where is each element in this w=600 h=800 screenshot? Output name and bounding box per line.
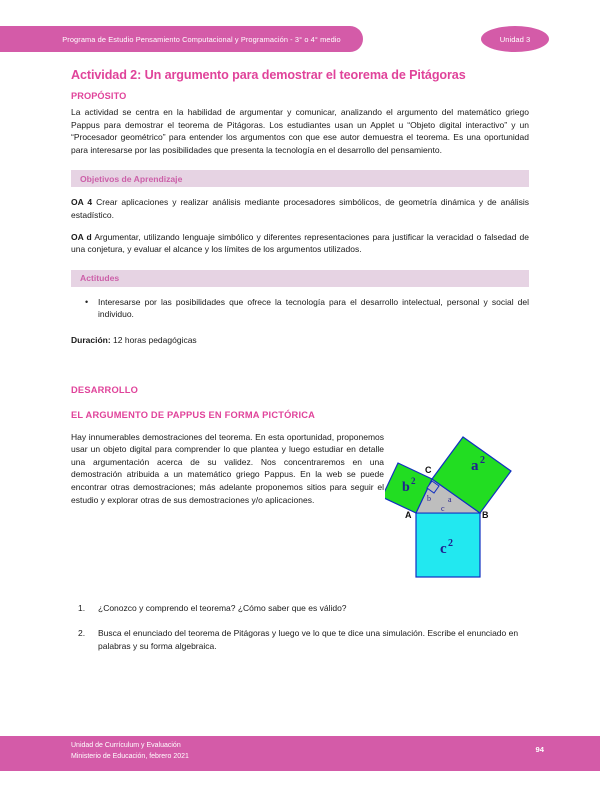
header-banner-text: Programa de Estudio Pensamiento Computacional y Programación - 3° o 4° medio [62, 34, 341, 44]
objective-item [71, 231, 529, 256]
list-item: • Interesarse por las posibilidades que ofrece la tecnología para el desarrollo intelectual, personal y social del individuo. [98, 296, 529, 321]
footer-line-2: Ministerio de Educación, febrero 2021 [71, 752, 189, 760]
development-paragraph: Hay innumerables demostraciones del teorema. En esta oportunidad, proponemos usar un objeto digital para comprender lo que plantea y luego estudiar en detalle una argumentación acerca de su validez. Nos concentraremos en una demostración atribuida a un matemático griego Pappus. En la web se puede encontrar otras demostraciones; más adelante proponemos sitios para seguir el estudio y explorar otras de sus demostraciones y/o aplicaciones. [71, 431, 384, 505]
objective-code: OA d [71, 231, 92, 242]
purpose-paragraph: La actividad se centra en la habilidad de argumentar y comunicar, analizando el argumento del matemático griego Pappus para demostrar el teorema de Pitágoras. Los estudiantes usan un Applet u “Objeto digital interactivo” y un “Procesador geométrico” para entender los argumentos con que ese autor demuestra el teorema. Es una oportunidad para interesarse por las posibilidades que presenta la tecnología en el desarrollo del pensamiento. [71, 107, 529, 155]
pythagorean-theorem-diagram [385, 425, 537, 579]
footer-text [71, 741, 189, 762]
footer-line-1: Unidad de Currículum y Evaluación [71, 742, 181, 749]
page-content [71, 68, 529, 665]
development-subheading: EL ARGUMENTO DE PAPPUS EN FORMA PICTÓRICA [71, 409, 316, 420]
header-banner [0, 26, 363, 52]
side-c-label: c [441, 503, 445, 513]
square-a-label: a [471, 457, 479, 474]
square-a-exponent: 2 [480, 454, 485, 466]
objectives-heading-bar [71, 170, 529, 187]
page-number: 94 [535, 745, 544, 754]
objective-text: Crear aplicaciones y realizar análisis mediante procesadores simbólicos, de geometría dinámica y de análisis estadístico. [71, 197, 529, 220]
objective-text: Argumentar, utilizando lenguaje simbólico y diferentes representaciones para justificar la veracidad o falsedad de una conjetura, y evaluar el alcance y los límites de los argumentos utilizados. [71, 231, 529, 255]
purpose-heading: PROPÓSITO [71, 91, 127, 101]
unit-badge-label: Unidad 3 [499, 34, 531, 44]
objective-item [71, 196, 529, 221]
development-body-row [71, 431, 529, 581]
questions-list [71, 602, 529, 653]
vertex-a-label: A [405, 509, 412, 520]
duration-line [71, 334, 529, 347]
unit-badge [481, 26, 549, 52]
square-b-label: b [402, 479, 410, 495]
development-heading: DESARROLLO [71, 384, 139, 395]
objectives-heading-label: Objetivos de Aprendizaje [80, 173, 183, 184]
duration-label: Duración: [71, 334, 111, 345]
square-c-label: c [440, 540, 447, 557]
page-title: Actividad 2: Un argumento para demostrar el teorema de Pitágoras [71, 68, 466, 82]
attitudes-list [71, 296, 529, 321]
list-item: ¿Conozco y comprendo el teorema? ¿Cómo saber que es válido? [98, 602, 347, 613]
square-c-exponent: 2 [448, 537, 453, 549]
objective-code: OA 4 [71, 197, 93, 208]
attitudes-heading-label: Actitudes [80, 273, 120, 284]
side-a-label: a [448, 494, 452, 504]
list-item: Busca el enunciado del teorema de Pitágoras y luego ve lo que te dice una simulación. Escribe el enunciado en palabras y su forma algebraica. [98, 628, 519, 651]
vertex-b-label: B [482, 509, 489, 520]
square-b-exponent: 2 [411, 475, 416, 486]
vertex-c-label: C [425, 464, 432, 475]
attitudes-heading-bar [71, 270, 529, 287]
duration-value: 12 horas pedagógicas [110, 334, 197, 345]
footer-banner [0, 736, 600, 771]
side-b-label: b [427, 493, 431, 503]
